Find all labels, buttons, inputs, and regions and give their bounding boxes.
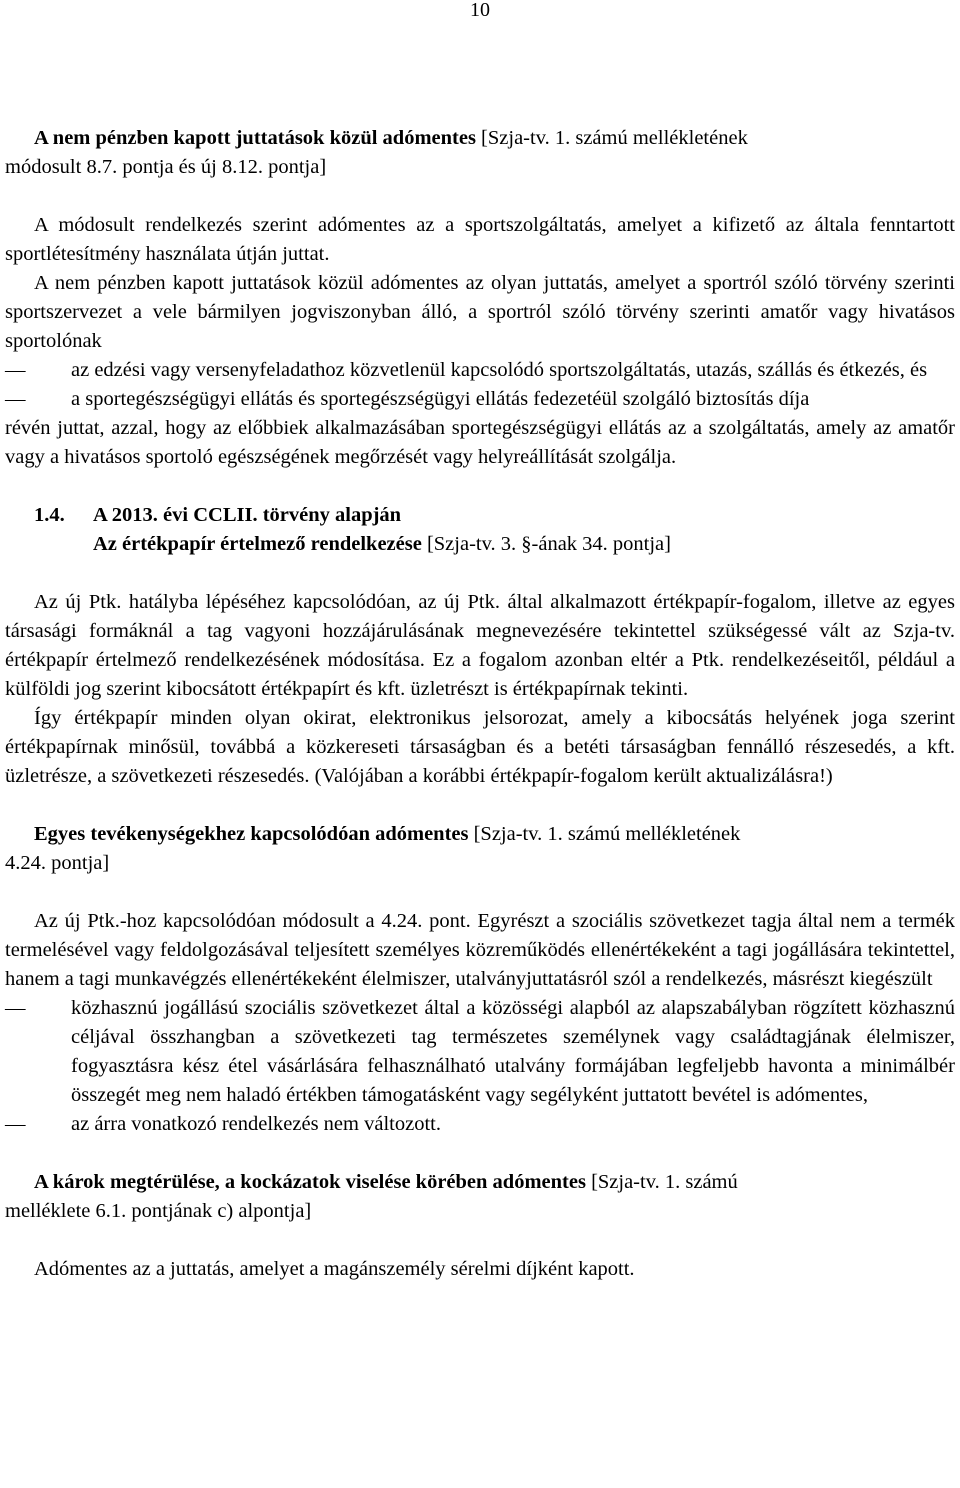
list-item	[5, 1110, 955, 1139]
list-item-text: a sportegészségügyi ellátás és sportegészségügyi ellátás fedezetéül szolgáló biztosítás díja	[71, 388, 810, 410]
heading-ref-cont: módosult 8.7. pontja és új 8.12. pontja]	[5, 156, 327, 178]
heading-ref: [Szja-tv. 1. számú	[585, 1171, 738, 1193]
paragraph: A nem pénzben kapott juttatások közül adómentes az olyan juttatás, amelyet a sportról szóló törvény szerinti sportszervezet a vele bármilyen jogviszonyban álló, a sportról szóló törvény szerinti amatőr vagy hivatásos sportolónak	[5, 272, 955, 352]
document-body	[5, 124, 955, 1284]
section-number: 1.4.	[34, 504, 65, 526]
section-heading-damages	[5, 1168, 955, 1226]
section-heading-numbered	[5, 501, 955, 559]
paragraph: Az új Ptk. hatályba lépéséhez kapcsolódóan, az új Ptk. által alkalmazott értékpapír-fogalom, illetve az egyes társasági formáknál a tag vagyoni hozzájárulásának megnevezésére tekintettel szükségessé vált az Szja-tv. értékpapír értelmező rendelkezésének módosítása. Ez a fogalom azonban eltér a Ptk. rendelkezéseitől, például a külföldi jog szerint kibocsátott értékpapírt és kft. üzletrészt is értékpapírnak tekinti.	[5, 591, 955, 700]
section-title: A 2013. évi CCLII. törvény alapján	[93, 504, 402, 526]
subtitle-ref: [Szja-tv. 3. §-ának 34. pontja]	[421, 533, 671, 555]
dash-bullet: —	[5, 1113, 26, 1135]
page-number: 10	[470, 0, 490, 21]
paragraph: A módosult rendelkezés szerint adómentes az a sportszolgáltatás, amelyet a kifizető az általa fenntartott sportlétesítmény használata útján juttat.	[5, 214, 955, 265]
list-item-text: közhasznú jogállású szociális szövetkezet által a közösségi alapból az alapszabályban rögzített közhasznú céljával összhangban a szövetkezeti tag természetes személynek vagy családtagjának élelmiszer, fogyasztásra kész étel vásárlására felhasználható utalvány formájában legfeljebb havonta a minimálbér összegét meg nem haladó értékben támogatásként vagy segélyként juttatott bevétel is adómentes,	[71, 997, 955, 1106]
subtitle-bold: Az értékpapír értelmező rendelkezése	[93, 533, 422, 555]
dash-bullet: —	[5, 997, 26, 1019]
list-item	[5, 385, 955, 414]
heading-ref-cont: 4.24. pontja]	[5, 852, 110, 874]
list-item	[5, 994, 955, 1110]
section-subtitle	[93, 530, 955, 559]
paragraph: Az új Ptk.-hoz kapcsolódóan módosult a 4.24. pont. Egyrészt a szociális szövetkezet tagja által nem a termék termelésével vagy feldolgozásával teljesített személyes közreműködés ellenértékeként a tagi jogállására tekintettel, hanem a tagi munkavégzés ellenértékeként élelmiszer, utalványjuttatásról szól a rendelkezés, másrészt kiegészült	[5, 910, 955, 990]
paragraph: Adómentes az a juttatás, amelyet a magánszemély sérelmi díjként kapott.	[34, 1258, 635, 1280]
heading-ref-cont: melléklete 6.1. pontjának c) alpontja]	[5, 1200, 312, 1222]
heading-bold: A károk megtérülése, a kockázatok viselése körében adómentes	[34, 1171, 586, 1193]
list-item	[5, 356, 955, 385]
list-item-text: az edzési vagy versenyfeladathoz közvetlenül kapcsolódó sportszolgáltatás, utazás, szállás és étkezés, és	[71, 359, 928, 381]
heading-ref: [Szja-tv. 1. számú mellékletének	[475, 127, 748, 149]
paragraph: Így értékpapír minden olyan okirat, elektronikus jelsorozat, amely a kibocsátás helyének joga szerint értékpapírnak minősül, továbbá a közkereseti társaságban és a betéti társaságban fennálló részesedés, a kft. üzletrésze, a szövetkezeti részesedés. (Valójában a korábbi értékpapír-fogalom került aktualizálásra!)	[5, 707, 955, 787]
heading-bold: Egyes tevékenységekhez kapcsolódóan adómentes	[34, 823, 469, 845]
section-heading-nonmonetary	[5, 124, 955, 182]
heading-bold: A nem pénzben kapott juttatások közül adómentes	[34, 127, 476, 149]
dash-bullet: —	[5, 359, 26, 381]
dash-bullet: —	[5, 388, 26, 410]
paragraph: révén juttat, azzal, hogy az előbbiek alkalmazásában sportegészségügyi ellátás az a szolgáltatás, amely az amatőr vagy a hivatásos sportoló egészségének megőrzését vagy helyreállítását szolgálja.	[5, 417, 955, 468]
list-item-text: az árra vonatkozó rendelkezés nem változott.	[71, 1113, 441, 1135]
section-heading-activities	[5, 820, 955, 878]
heading-ref: [Szja-tv. 1. számú mellékletének	[468, 823, 741, 845]
